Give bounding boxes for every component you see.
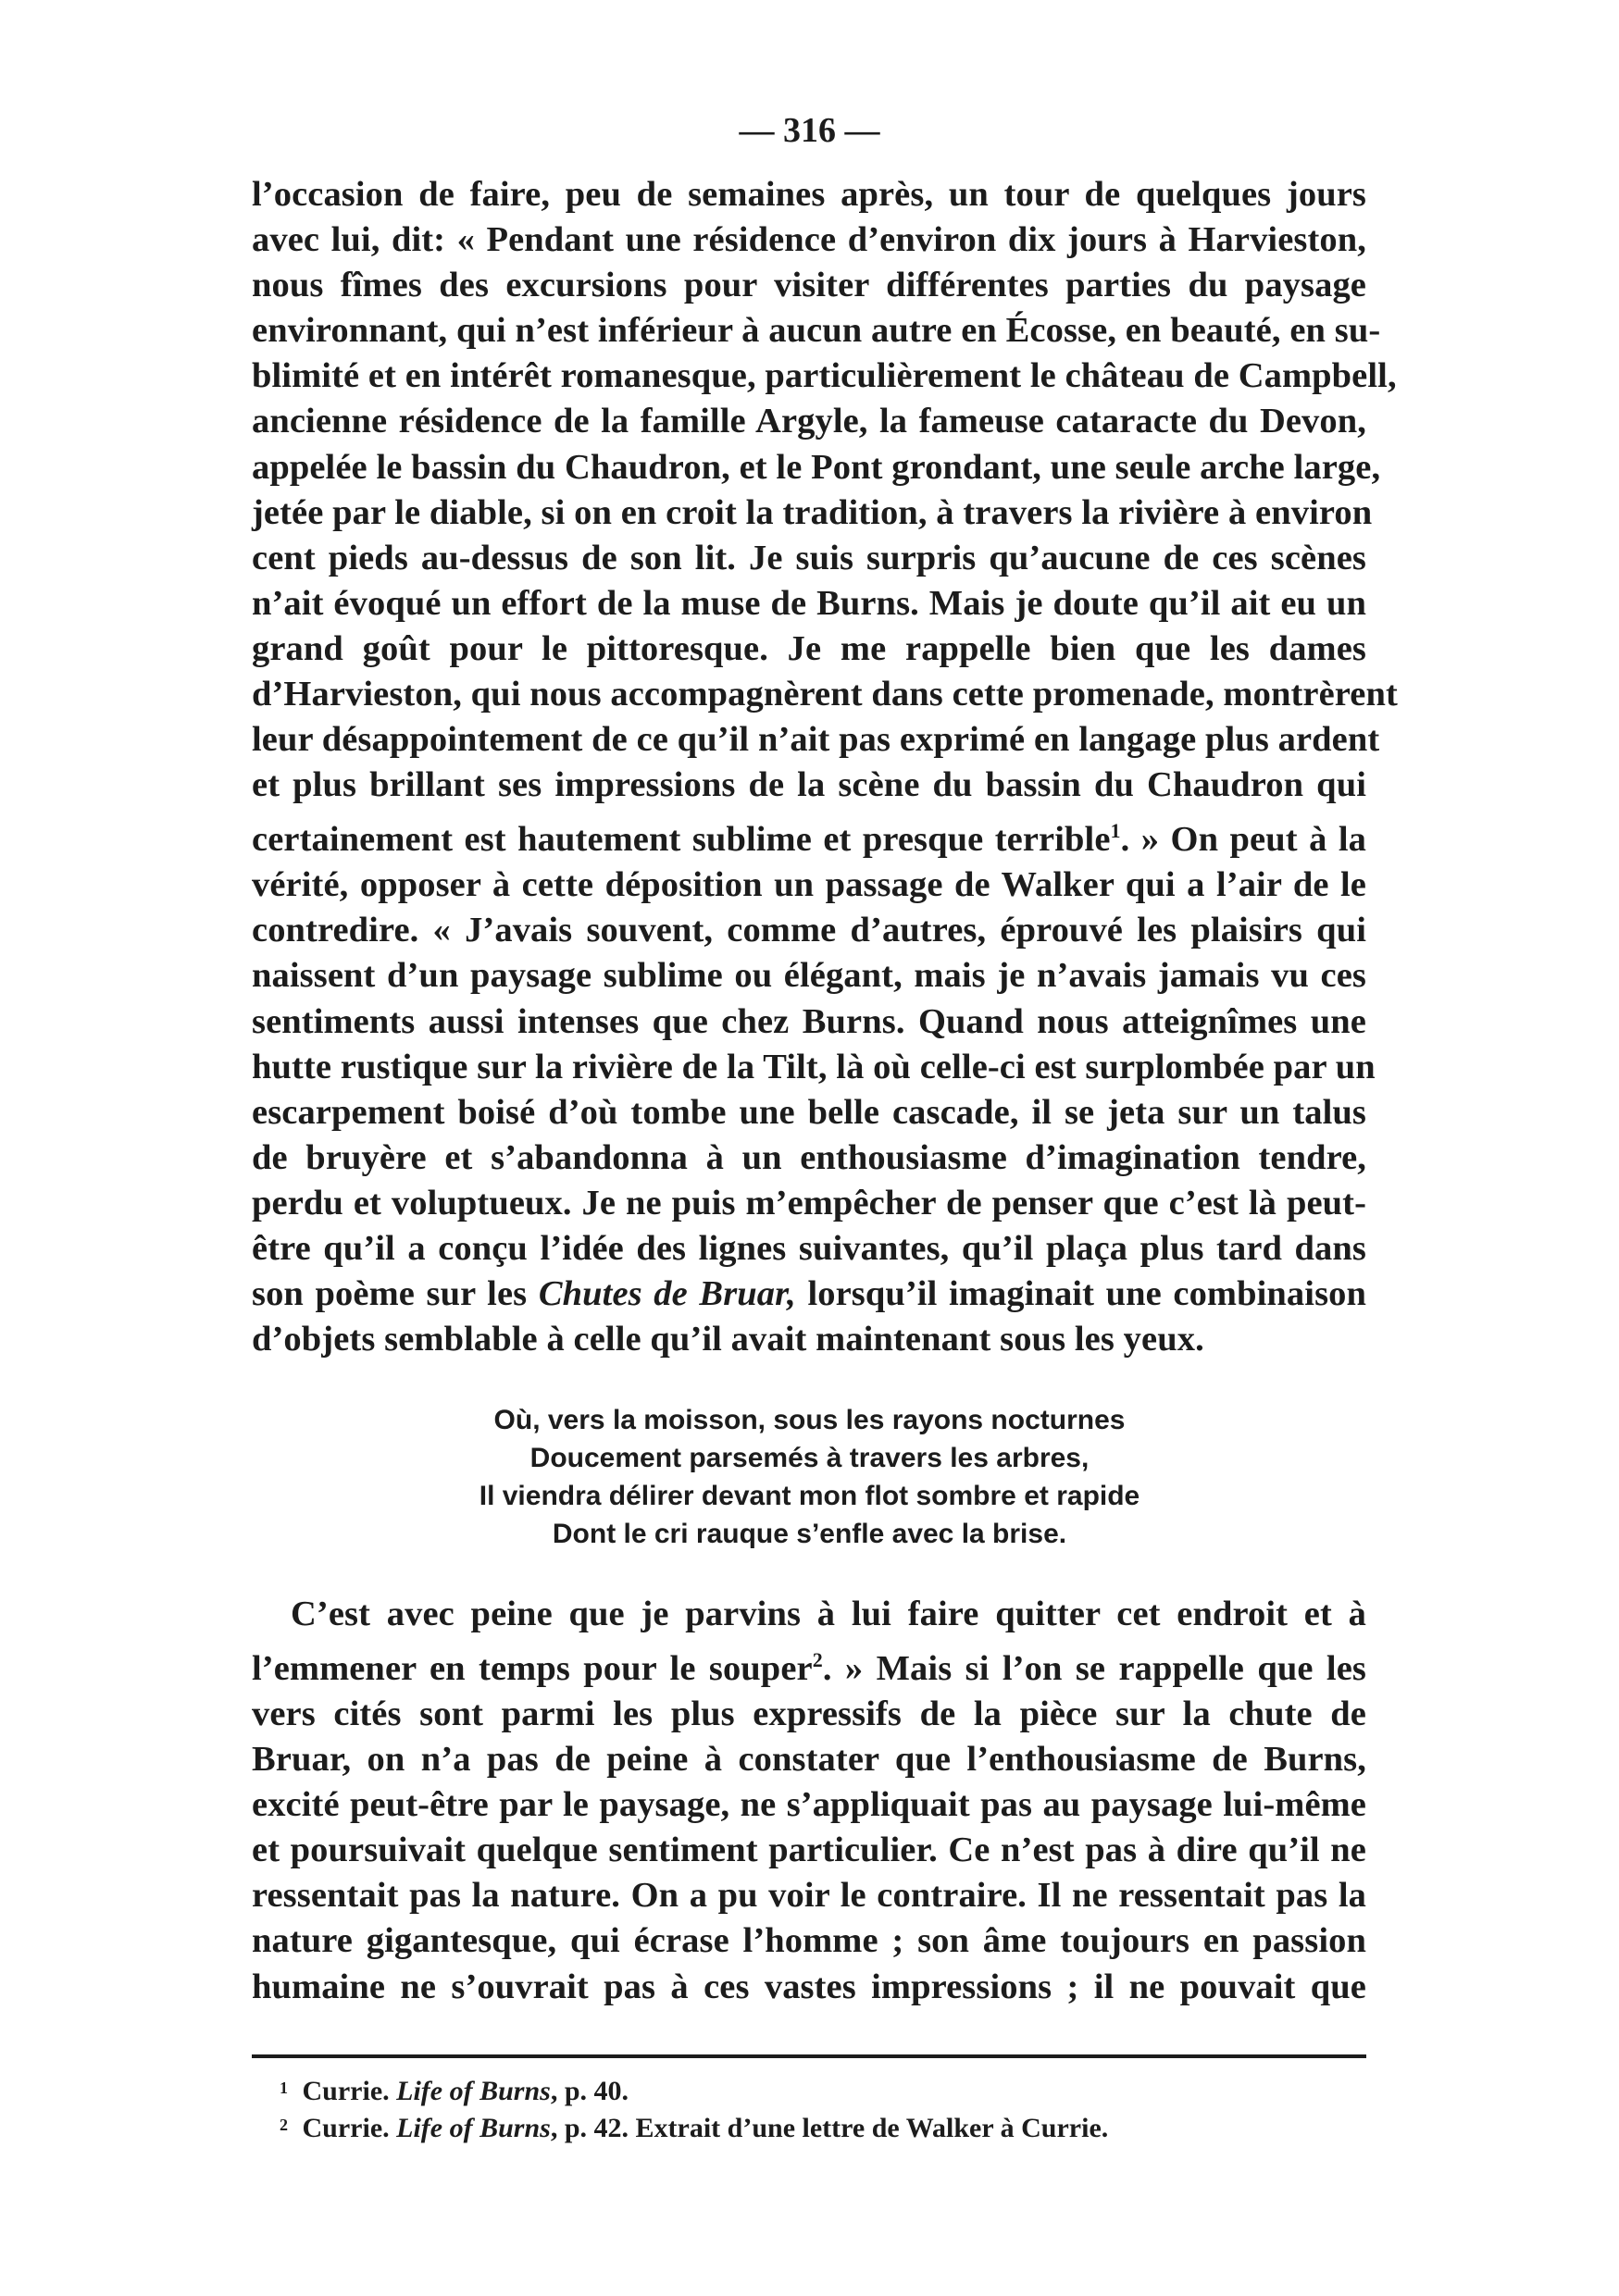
text-line: de bruyère et s’abandonna à un enthousiasme d’imagination tendre, — [252, 1137, 1366, 1177]
text-line: l’occasion de faire, peu de semaines après, un tour de quelques jours — [252, 175, 1366, 214]
footnote-prefix: Currie. — [302, 2076, 390, 2106]
text-line: grand goût pour le pittoresque. Je me rappelle bien que les dames — [252, 628, 1366, 668]
poem-verse: Doucement parsemés à travers les arbres, — [529, 1443, 1090, 1473]
footnote-ref-2[interactable]: 2 — [812, 1648, 823, 1672]
text-line: d’Harvieston, qui nous accompagnèrent dans cette promenade, montrèrent — [252, 675, 1398, 714]
text-line: n’ait évoqué un effort de la muse de Burns. Mais je doute qu’il ait eu un — [252, 583, 1366, 623]
footnote-title: Life of Burns — [396, 2076, 551, 2106]
poem-verse: Il viendra délirer devant mon flot sombre et rapide — [479, 1481, 1140, 1511]
text-line: hutte rustique sur la rivière de la Tilt, là où celle-ci est surplombée par un — [252, 1047, 1376, 1086]
text-line: et plus brillant ses impressions de la scène du bassin du Chaudron qui — [252, 765, 1366, 805]
text-line: blimité et en intérêt romanesque, particulièrement le château de Campbell, — [252, 356, 1397, 396]
text-line: sentiments aussi intenses que chez Burns. Quand nous atteignîmes une — [252, 1001, 1366, 1041]
text-segment: . » On peut à la — [1120, 820, 1366, 860]
text-line: avec lui, dit: « Pendant une résidence d’environ dix jours à Harvieston, — [252, 220, 1366, 260]
text-line: appelée le bassin du Chaudron, et le Pont grondant, une seule arche large, — [252, 447, 1381, 487]
text-line: nature gigantesque, qui écrase l’homme ; son âme toujours en passion — [252, 1921, 1366, 1961]
text-line: humaine ne s’ouvrait pas à ces vastes impressions ; il ne pouvait que — [252, 1967, 1366, 2006]
poem-verse: Dont le cri rauque s’enfle avec la brise. — [552, 1519, 1067, 1549]
text-line: être qu’il a conçu l’idée des lignes suivantes, qu’il plaça plus tard dans — [252, 1228, 1366, 1268]
text-line-with-footnote — [252, 1637, 1366, 1692]
poem-verse: Où, vers la moisson, sous les rayons nocturnes — [493, 1405, 1126, 1435]
footnote-marker: 2 — [280, 2116, 288, 2134]
text-segment: son poème sur les — [252, 1274, 528, 1314]
text-line: contredire. « J’avais souvent, comme d’autres, éprouvé les plaisirs qui — [252, 911, 1366, 950]
text-line: cent pieds au-dessus de son lit. Je suis surpris qu’aucune de ces scènes — [252, 538, 1366, 577]
paragraph-1 — [252, 172, 1398, 1362]
text-line: escarpement boisé d’où tombe une belle cascade, il se jeta sur un talus — [252, 1092, 1366, 1132]
footnote-2 — [280, 2110, 1344, 2147]
text-line-with-title — [252, 1272, 1366, 1317]
text-line-with-footnote — [252, 808, 1366, 863]
text-line: ressentait pas la nature. On a pu voir le contraire. Il ne ressentait pas la — [252, 1876, 1366, 1916]
text-segment: certainement est hautement sublime et presque terrible — [252, 820, 1111, 860]
text-line: perdu et voluptueux. Je ne puis m’empêcher de penser que c’est là peut- — [252, 1183, 1366, 1222]
footnotes — [280, 2073, 1344, 2147]
text-line: naissent d’un paysage sublime ou élégant, mais je n’avais jamais vu ces — [252, 956, 1366, 996]
page-number: — 316 — — [739, 111, 880, 150]
poem-title: Chutes de Bruar, — [538, 1274, 796, 1314]
text-line: d’objets semblable à celle qu’il avait maintenant sous les yeux. — [252, 1320, 1204, 1359]
text-segment: l’emmener en temps pour le souper — [252, 1648, 813, 1688]
text-line: nous fîmes des excursions pour visiter différentes parties du paysage — [252, 266, 1366, 305]
footnote-1 — [280, 2073, 1344, 2110]
text-line: et poursuivait quelque sentiment particulier. Ce n’est pas à dire qu’il ne — [252, 1831, 1366, 1870]
footnote-title: Life of Burns — [396, 2113, 551, 2143]
text-segment: lorsqu’il imaginait une combinaison — [807, 1274, 1367, 1314]
text-line: jetée par le diable, si on en croit la tradition, à travers la rivière à environ — [252, 492, 1373, 532]
footnote-divider — [252, 2054, 1366, 2058]
footnote-ref-1[interactable]: 1 — [1110, 819, 1121, 843]
text-segment: . » Mais si l’on se rappelle que les — [822, 1648, 1366, 1688]
text-line: excité peut-être par le paysage, ne s’appliquait pas au paysage lui-même — [252, 1785, 1366, 1825]
text-line: environnant, qui n’est inférieur à aucun autre en Écosse, en beauté, en su- — [252, 311, 1381, 351]
footnote-prefix: Currie. — [302, 2113, 390, 2143]
text-line: ancienne résidence de la famille Argyle, la fameuse cataracte du Devon, — [252, 402, 1366, 441]
text-line: leur désappointement de ce qu’il n’ait pas exprimé en langage plus ardent — [252, 720, 1380, 760]
footnote-suffix: , p. 40. — [550, 2076, 629, 2106]
footnote-suffix: , p. 42. Extrait d’une lettre de Walker à Currie. — [550, 2113, 1109, 2143]
footnote-marker: 1 — [280, 2079, 288, 2097]
text-line: C’est avec peine que je parvins à lui faire quitter cet endroit et à — [291, 1595, 1366, 1633]
text-line: vers cités sont parmi les plus expressifs de la pièce sur la chute de — [252, 1694, 1366, 1734]
text-line: Bruar, on n’a pas de peine à constater que l’enthousiasme de Burns, — [252, 1740, 1366, 1780]
text-line: vérité, opposer à cette déposition un passage de Walker qui a l’air de le — [252, 865, 1366, 905]
poem-quote — [0, 1401, 1619, 1553]
paragraph-2 — [252, 1592, 1366, 2010]
